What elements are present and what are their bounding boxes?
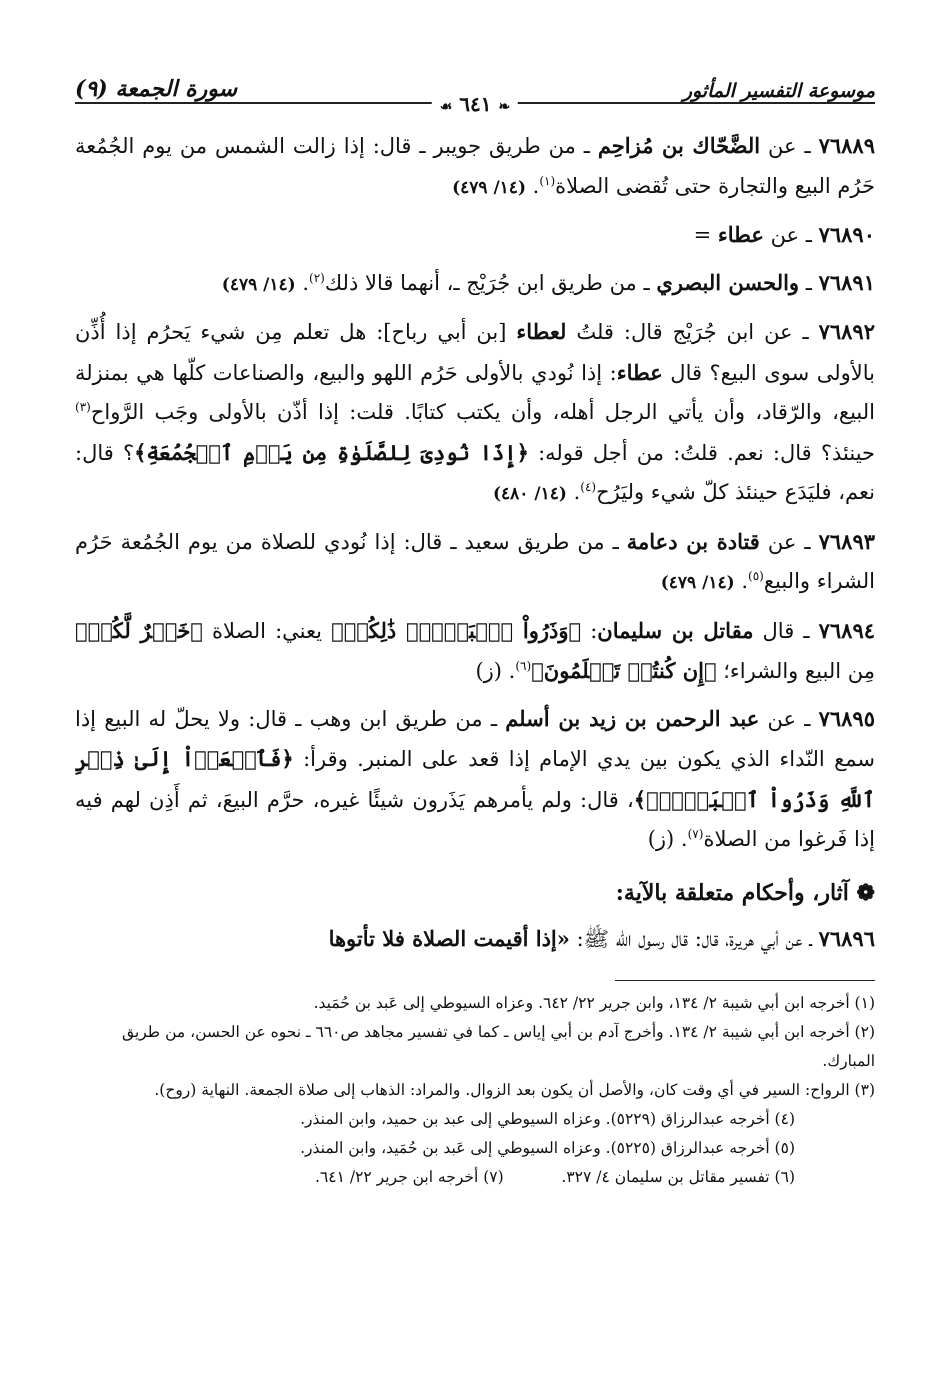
entry-text: ـ من طريق ابن وهب ـ قال: ولا يحلّ له البيع إذا سمع النّداء الذي يكون بين يدي الإمام إذا قعد على المنبر. وقرأ:: [75, 706, 876, 771]
entry-text: . (ز): [475, 659, 516, 683]
entry-text: ـ عن ابن جُرَيْج قال: قلتُ: [566, 320, 819, 344]
narrator-name: والحسن البصري: [656, 269, 800, 295]
entry-text: ـ عن: [763, 223, 819, 247]
quran-verse: ﴿خَيۡرٌ لَّكُمۡ﴾: [75, 617, 203, 643]
footnote-5: (٥) أخرجه عبدالرزاق (٥٢٢٥). وعزاه السيوطي إلى عَبد بن حُمَيد، وابن المنذر.: [300, 1138, 795, 1157]
narrator-name: عطاء: [717, 222, 764, 247]
volume-reference: (١٤/ ٤٧٩): [660, 573, 735, 593]
main-text: [75, 126, 875, 960]
quran-verse: ﴿فَٱسۡعَوۡاْ إِلَىٰ ذِكۡرِ ٱللَّهِ وَذَرُواْ ٱلۡبَيۡعَۚ﴾: [75, 746, 875, 812]
footnote-3: (٣) الرواح: السير في أي وقت كان، والأصل أن يكون بعد الزوال. والمراد: الذهاب إلى صلاة الجمعة. النهاية (روح).: [154, 1080, 875, 1099]
narrator-name: الضَّحّاك بن مُزاحِم: [597, 133, 761, 158]
narrator-name: قتادة بن دعامة: [626, 528, 760, 554]
entry-76892: [75, 312, 875, 515]
volume-reference: (١٤/ ٤٧٩): [221, 274, 296, 295]
entry-text: .: [295, 270, 310, 295]
page-number-box: [432, 92, 518, 116]
footnote-divider: [615, 980, 875, 981]
footnote-1: (١) أخرجه ابن أبي شيبة ٢/ ١٣٤، وابن جرير ٢٢/ ٦٤٢. وعزاه السيوطي إلى عَبد بن حُمَيد.: [313, 993, 875, 1012]
entry-text: يعني: الصلاة: [202, 618, 332, 643]
quran-verse: ﴿إِن كُنتُمۡ تَعۡلَمُونَ﴾: [531, 658, 717, 683]
entry-text: حينئذ؟ قال: نعم. قلتُ: من أجل قوله:: [528, 440, 876, 465]
entry-text: ـ قال: [753, 618, 819, 643]
entry-text: ـ عن: [759, 706, 819, 731]
volume-reference: (١٤/ ٤٧٩): [452, 177, 526, 198]
footnote-4: (٤) أخرجه عبدالرزاق (٥٢٢٩). وعزاه السيوطي إلى عبد بن حميد، وابن المنذر.: [300, 1109, 795, 1128]
narrator-name: لعطاء: [516, 319, 567, 344]
footnote-2: (٢) أخرجه ابن أبي شيبة ٢/ ١٣٤. وأخرج آدم بن أبي إياس ـ كما في تفسير مجاهد ص٦٦٠ ـ نحوه عن الحسن، من طريق المبارك.: [122, 1022, 875, 1070]
hadith-quote: «إذا أقيمت الصلاة فلا تأتوها: [328, 926, 570, 951]
footnote-marker[interactable]: (٣): [75, 400, 91, 414]
entry-text: ـ عن أبي هريرة، قال: قال رسول الله ﷺ:: [569, 927, 819, 951]
narrator-name: عطاء: [616, 359, 663, 385]
footnote-marker[interactable]: (٢): [309, 270, 325, 285]
footnote-marker[interactable]: (٦): [515, 659, 532, 673]
entry-number: ٧٦٨٩٠: [818, 222, 875, 247]
ornament-icon: ☙: [439, 99, 453, 115]
entry-text: ـ عن: [759, 529, 819, 554]
entry-text: .: [734, 569, 748, 593]
entry-number: ٧٦٨٩٢: [818, 319, 875, 344]
entry-76891: [75, 263, 875, 306]
entry-text: .: [525, 173, 540, 198]
entry-text: [بن أبي رباح]: هل تعلم مِن شيء يَحرُم إذا أُذِّن بالأولى سوى البيع؟ قال: [75, 320, 875, 385]
entry-text: ـ من طريق سعيد ـ قال: إذا نُودي للصلاة من يوم الجُمُعة حَرُم الشراء والبيع: [75, 529, 875, 593]
footnote-marker[interactable]: (٥): [748, 569, 764, 583]
entry-text: :: [581, 618, 598, 643]
section-heading: ❁ آثار، وأحكام متعلقة بالآية:: [615, 879, 875, 906]
entry-text: .: [566, 480, 581, 504]
entry-76895: [75, 699, 875, 860]
quran-verse: ﴿وَذَرُواْ ٱلۡبَيۡعَۚ ذَٰلِكُمۡ﴾: [331, 617, 582, 643]
footnote-marker[interactable]: (١): [539, 173, 556, 188]
entry-76893: [75, 522, 875, 604]
volume-reference: (١٤/ ٤٨٠): [493, 484, 567, 504]
entry-text: مِن البيع والشراء؛: [716, 659, 875, 683]
entry-number: ٧٦٨٩١: [818, 269, 875, 295]
footnotes: [75, 989, 875, 1192]
entry-text: ؟ قال: نعم، فليَدَع حينئذ كلّ شيء وليَرُح: [75, 440, 875, 504]
entry-text: ـ من طريق ابن جُرَيْج ـ، أنهما قالا ذلك: [324, 270, 657, 295]
page-number: ٦٤١: [459, 92, 492, 116]
entry-76889: [75, 126, 875, 208]
entry-text: =: [693, 223, 718, 247]
narrator-name: مقاتل بن سليمان: [597, 617, 754, 643]
entry-number: ٧٦٨٩٣: [818, 528, 876, 554]
ornament-icon: ❧: [498, 99, 511, 115]
quran-verse: ﴿إِذَا نُودِىَ لِلصَّلَوٰةِ مِن يَوۡمِ ٱلۡجُمُعَةِ﴾: [134, 439, 529, 465]
entry-number: ٧٦٨٩٦: [818, 926, 875, 951]
entry-text: ـ عن: [760, 134, 819, 158]
book-title: موسوعة التفسير المأثور: [682, 80, 875, 102]
surah-title: سورة الجمعة (٩): [75, 76, 238, 102]
footnote-6: (٦) تفسير مقاتل بن سليمان ٤/ ٣٢٧.: [561, 1167, 795, 1186]
footnote-7: (٧) أخرجه ابن جرير ٢٢/ ٦٤١.: [315, 1167, 504, 1186]
entry-76894: [75, 611, 875, 692]
page-header: [75, 58, 875, 116]
entry-76896: [75, 919, 875, 960]
entry-number: ٧٦٨٩٥: [818, 705, 875, 731]
footnote-marker[interactable]: (٤): [580, 480, 597, 494]
narrator-name: عبد الرحمن بن زيد بن أسلم: [505, 705, 760, 731]
entry-text: ، قال: ولم يأمرهم يَذَرون شيئًا غيره، حرَّم البيعَ، ثم أَذِن لهم فيه إذا فَرغوا من الصلاة: [75, 787, 875, 851]
footnote-row-6-7: [75, 1163, 875, 1192]
entry-text: ـ من طريق جويبر ـ قال: إذا زالت الشمس من يوم الجُمُعة حَرُم البيع والتجارة حتى تُقضى الصلاة: [75, 134, 875, 198]
entry-number: ٧٦٨٩٤: [818, 617, 876, 643]
entry-number: ٧٦٨٨٩: [818, 133, 875, 158]
entry-text: : إذا نُودي بالأولى حَرُم اللهو والبيع، والصناعات كلّها هي بمنزلة البيع، والرّقاد، وأن يأتي الرجل أهله، وأن يكتب كتابًا. قلت: إذا أذّن بالأولى وجَب الرَّواح: [75, 360, 875, 424]
book-page: [75, 58, 875, 1192]
footnote-marker[interactable]: (٧): [687, 827, 704, 841]
entry-text: . (ز): [647, 827, 688, 851]
entry-76890: [75, 215, 875, 256]
entry-text: ـ: [799, 270, 819, 295]
